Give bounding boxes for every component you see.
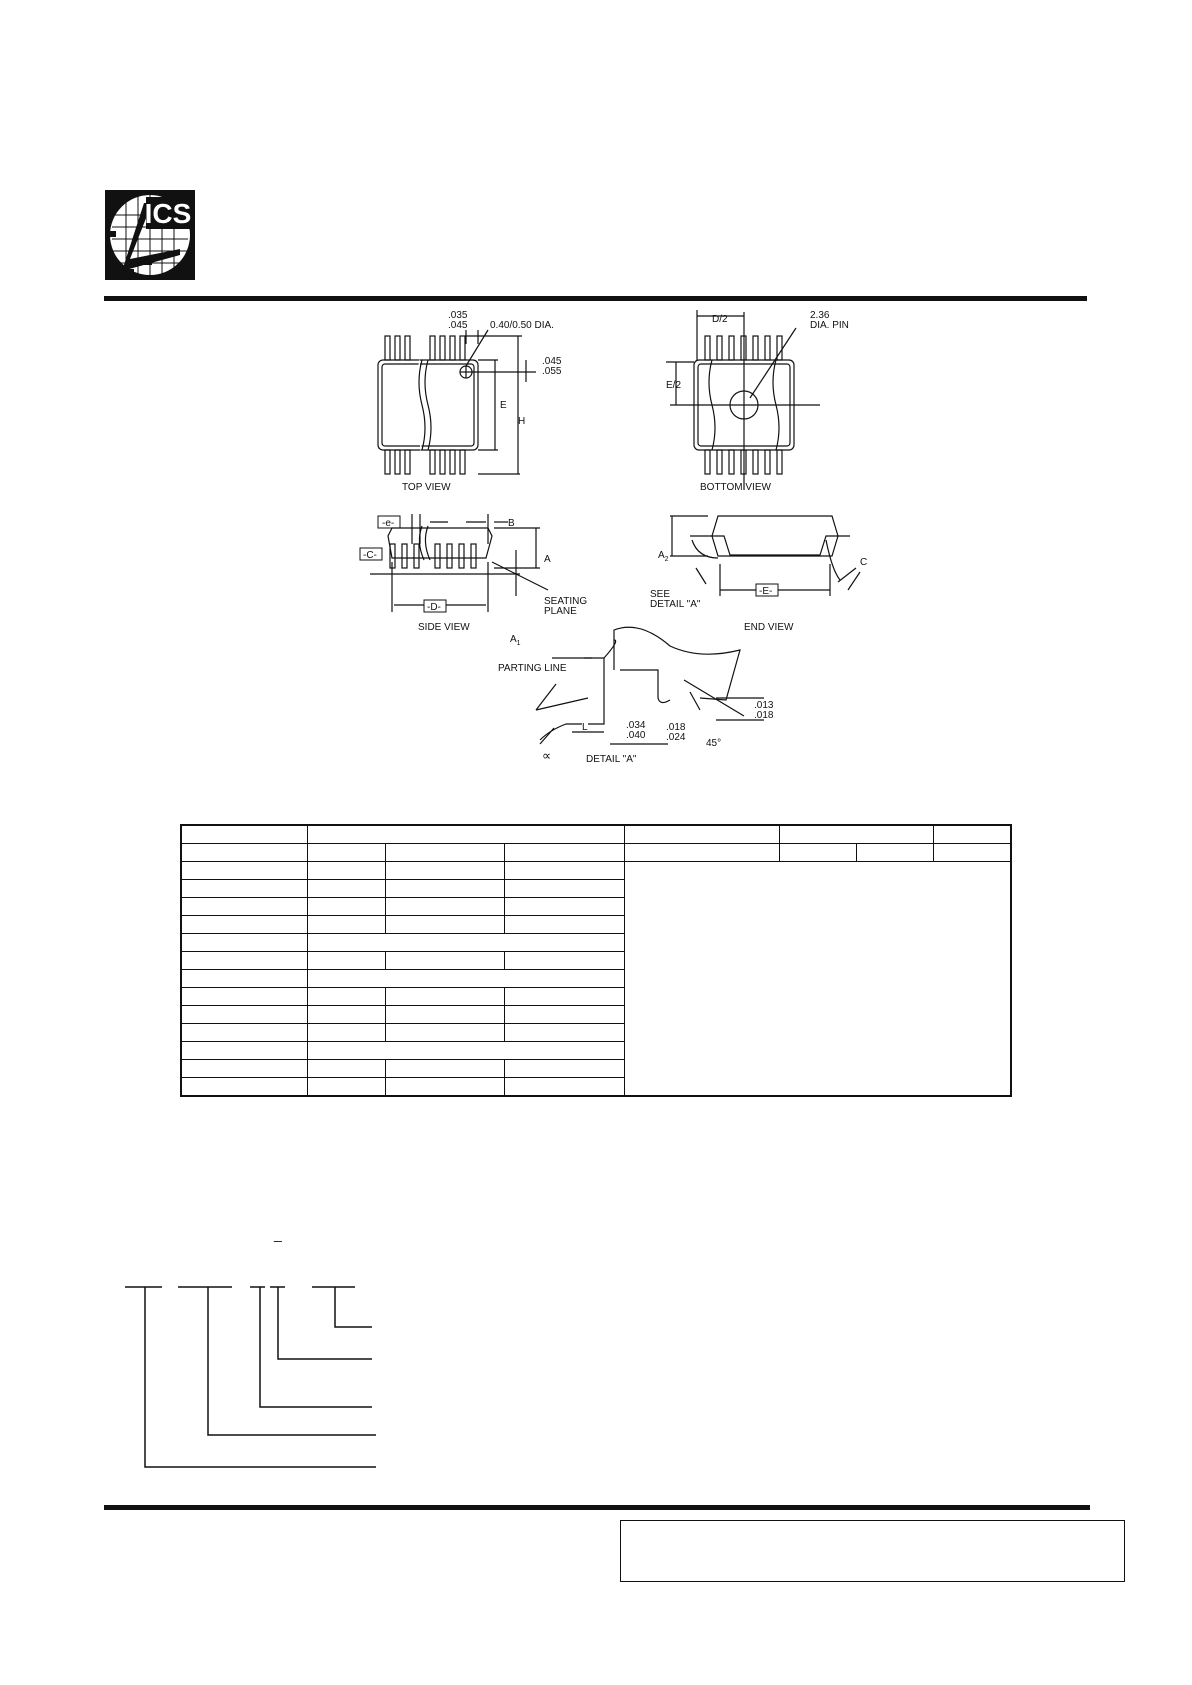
dim-055: .055	[542, 366, 562, 377]
label-A2: $A_2$	[658, 550, 669, 563]
package-outline-drawing	[340, 300, 900, 780]
dim-013: .013	[754, 700, 774, 711]
label-e: -e-	[382, 518, 395, 529]
top-view-drawing	[378, 330, 536, 474]
table-header-row	[181, 825, 1011, 844]
side-view-caption: SIDE VIEW	[418, 622, 470, 633]
label-E-end: -E-	[759, 586, 773, 597]
dim-045: .045	[448, 320, 468, 331]
ordering-diagram	[120, 1280, 390, 1475]
label-D: -D-	[427, 602, 441, 613]
pin1-dia-label: 0.40/0.50 DIA.	[490, 320, 554, 331]
label-H: H	[518, 416, 526, 427]
label-E2: E/2	[666, 380, 682, 391]
pin-dia-2: DIA. PIN	[810, 320, 849, 331]
pin-dia-1: 2.36	[810, 310, 830, 321]
dim-040: .040	[626, 730, 646, 741]
angle-45: 45°	[706, 738, 722, 749]
dim-018: .018	[666, 722, 686, 733]
footer-box	[620, 1520, 1125, 1582]
logo-text: ICS	[144, 198, 192, 229]
label-L: L	[582, 722, 588, 733]
dim-018b: .018	[754, 710, 774, 721]
dimension-table	[180, 824, 1012, 1097]
dim-034: .034	[626, 720, 646, 731]
label-A: A	[544, 554, 551, 565]
label-C-end: C	[860, 557, 868, 568]
label-B: B	[508, 518, 515, 529]
see-detail-1: SEE	[650, 589, 671, 600]
footer-rule	[104, 1505, 1090, 1510]
parting-line-label: PARTING LINE	[498, 663, 567, 674]
bottom-view-drawing	[666, 310, 820, 490]
detail-a-drawing	[536, 627, 764, 744]
dim-045b: .045	[542, 356, 562, 367]
top-view-caption: TOP VIEW	[402, 482, 451, 493]
table-subheader-row	[181, 844, 1011, 862]
bottom-view-caption: BOTTOM VIEW	[700, 482, 771, 493]
ordering-marker: _	[274, 1226, 282, 1242]
end-view-caption: END VIEW	[744, 622, 794, 633]
detail-a-caption: DETAIL "A"	[586, 754, 637, 765]
side-view-drawing	[370, 514, 548, 612]
label-D2: D/2	[712, 314, 728, 325]
table-row	[181, 862, 1011, 880]
seating-plane-1: SEATING	[544, 596, 588, 607]
dim-024: .024	[666, 732, 686, 743]
alpha-label: ∝	[542, 748, 552, 763]
seating-plane-2: PLANE	[544, 606, 577, 617]
label-A1: $A_1$	[510, 634, 521, 647]
ics-logo	[104, 189, 196, 281]
label-C-side: -C-	[363, 550, 377, 561]
label-E: E	[500, 400, 507, 411]
see-detail-2: DETAIL "A"	[650, 599, 701, 610]
notes-cell	[625, 862, 1011, 1097]
dim-035: .035	[448, 310, 468, 321]
